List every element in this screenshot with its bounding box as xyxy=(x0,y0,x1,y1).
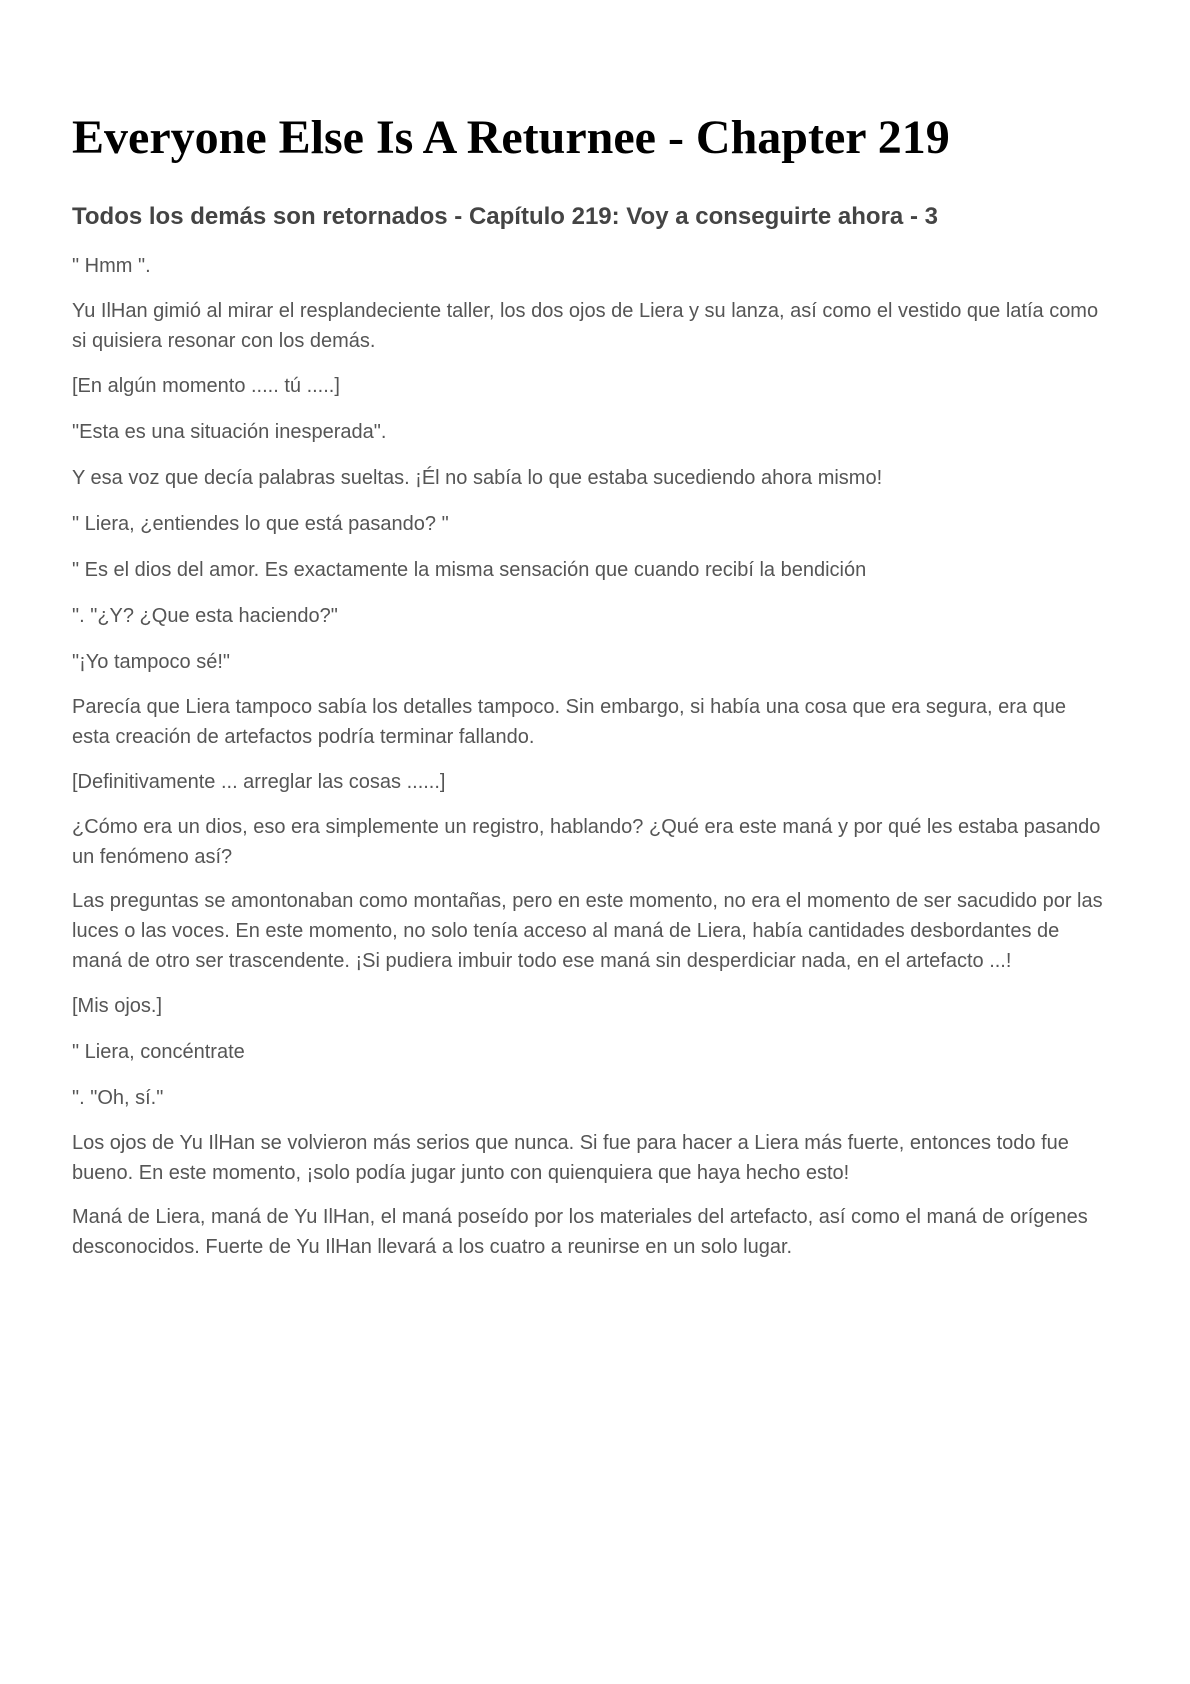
paragraph: Y esa voz que decía palabras sueltas. ¡Él no sabía lo que estaba sucediendo ahora mismo! xyxy=(72,466,883,489)
document-page xyxy=(72,112,1104,1276)
paragraph: Maná de Liera, maná de Yu IlHan, el maná poseído por los materiales del artefacto, así como el maná de orígenes desconocidos. Fuerte de Yu IlHan llevará a los cuatro a reunirse en un solo lugar. xyxy=(72,1205,1088,1258)
paragraph: " Liera, ¿entiendes lo que está pasando? " xyxy=(72,512,449,535)
paragraph: " Liera, concéntrate xyxy=(72,1040,245,1063)
paragraph: "¡Yo tampoco sé!" xyxy=(72,650,230,673)
chapter-subtitle: Todos los demás son retornados - Capítulo 219: Voy a conseguirte ahora - 3 xyxy=(72,202,938,230)
paragraph: "Esta es una situación inesperada". xyxy=(72,420,387,443)
paragraph: ¿Cómo era un dios, eso era simplemente un registro, hablando? ¿Qué era este maná y por qué les estaba pasando un fenómeno así? xyxy=(72,815,1101,868)
paragraph: [Mis ojos.] xyxy=(72,994,163,1017)
paragraph: " Es el dios del amor. Es exactamente la misma sensación que cuando recibí la bendición xyxy=(72,558,867,581)
page-title: Everyone Else Is A Returnee - Chapter 219 xyxy=(72,111,950,164)
paragraph: [En algún momento ..... tú .....] xyxy=(72,374,340,397)
paragraph: ". "Oh, sí." xyxy=(72,1086,164,1109)
paragraph: Yu IlHan gimió al mirar el resplandeciente taller, los dos ojos de Liera y su lanza, así como el vestido que latía como si quisiera resonar con los demás. xyxy=(72,299,1099,352)
paragraph: Las preguntas se amontonaban como montañas, pero en este momento, no era el momento de ser sacudido por las luces o las voces. En este momento, no solo tenía acceso al maná de Liera, había cantidades desbordantes de maná de otro ser trascendente. ¡Si pudiera imbuir todo ese maná sin desperdiciar nada, en el artefacto ...! xyxy=(72,889,1103,972)
paragraph: Los ojos de Yu IlHan se volvieron más serios que nunca. Si fue para hacer a Liera más fuerte, entonces todo fue bueno. En este momento, ¡solo podía jugar junto con quienquiera que haya hecho esto! xyxy=(72,1131,1069,1184)
paragraph: ". "¿Y? ¿Que esta haciendo?" xyxy=(72,604,338,627)
paragraph: [Definitivamente ... arreglar las cosas ......] xyxy=(72,770,446,793)
paragraph: " Hmm ". xyxy=(72,254,151,277)
paragraph: Parecía que Liera tampoco sabía los detalles tampoco. Sin embargo, si había una cosa que era segura, era que esta creación de artefactos podría terminar fallando. xyxy=(72,695,1066,748)
